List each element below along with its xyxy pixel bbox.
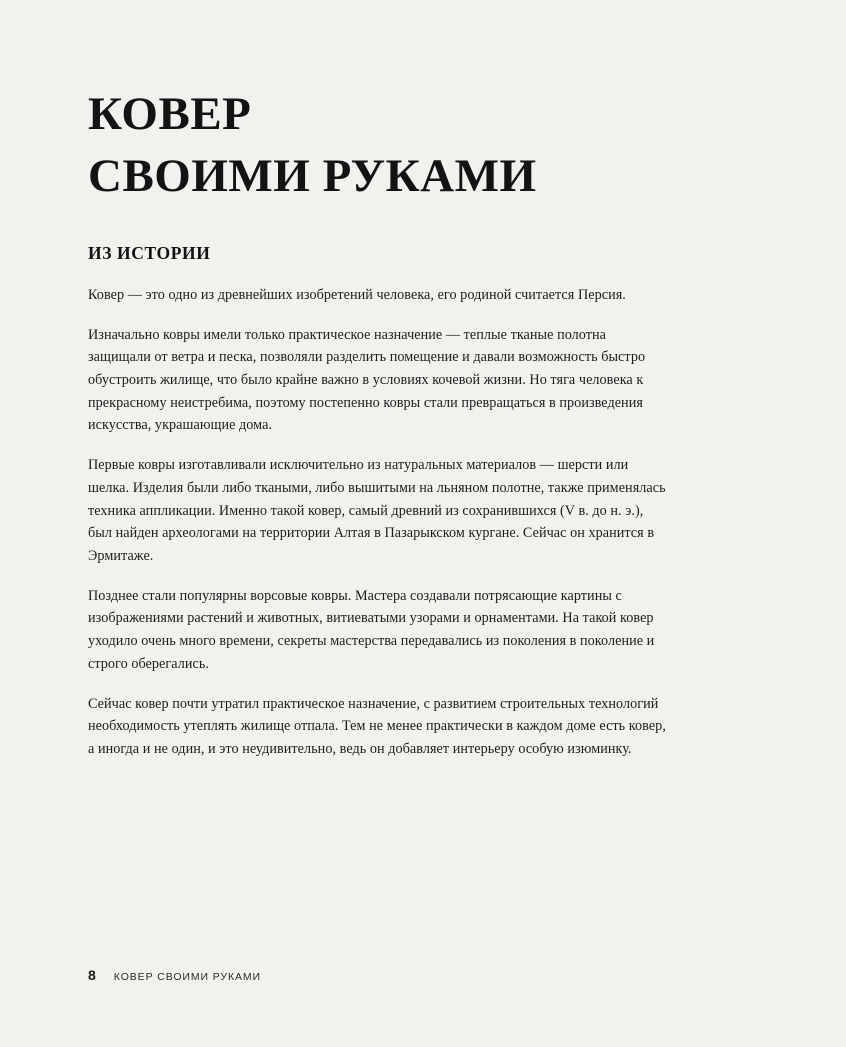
body-paragraph-3: Первые ковры изготавливали исключительно из натуральных материалов — шерсти или шелка. Изделия были либо ткаными, либо вышитыми на льняном полотне, также применялась техника аппликации. Именно такой ковер, самый древний из сохранившихся (V в. до н. э.), был найден археологами на территории Алтая в Пазарыкском кургане. Сейчас он хранится в Эрмитаже. xyxy=(88,457,666,564)
body-paragraph-5: Сейчас ковер почти утратил практическое назначение, с развитием строительных технологий необходимость утеплять жилище отпала. Тем не менее практически в каждом доме есть ковер, а иногда и не один, и это неудивительно, ведь он добавляет интерьеру особую изюминку. xyxy=(88,695,666,757)
page-content xyxy=(88,86,668,761)
body-paragraph-4: Позднее стали популярны ворсовые ковры. Мастера создавали потрясающие картины с изображениями растений и животных, витиеватыми узорами и орнаментами. На такой ковер уходило очень много времени, секреты мастерства передавались из поколения в поколение и строго оберегались. xyxy=(88,587,655,672)
page-title xyxy=(88,86,668,205)
page-number: 8 xyxy=(88,967,96,983)
page-footer xyxy=(88,967,261,983)
running-head: КОВЕР СВОИМИ РУКАМИ xyxy=(113,971,262,983)
page-title-line-2: СВОИМИ РУКАМИ xyxy=(88,150,537,203)
body-paragraph-2: Изначально ковры имели только практическое назначение — теплые тканые полотна защищали от ветра и песка, позволяли разделить помещение и давали возможность быстро обустроить жилище, что было крайне важно в условиях кочевой жизни. Но тяга человека к прекрасному неистребима, поэтому постепенно ковры стали превращаться в произведения искусства, украшающие дома. xyxy=(88,326,646,434)
page-title-line-1: КОВЕР xyxy=(88,88,252,140)
section-heading: ИЗ ИСТОРИИ xyxy=(88,242,211,263)
body-paragraph-1: Ковер — это одно из древнейших изобретений человека, его родиной считается Персия. xyxy=(88,286,626,303)
